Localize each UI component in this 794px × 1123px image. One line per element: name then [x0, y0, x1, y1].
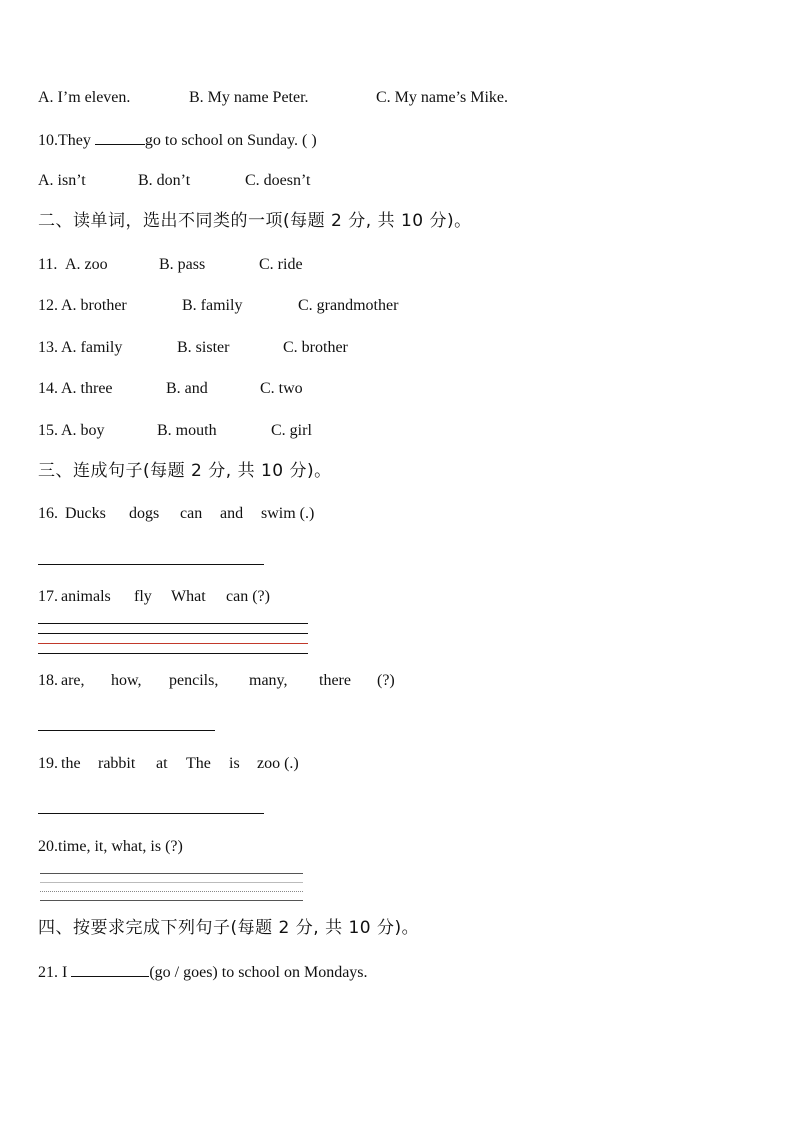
q16-word: swim (.)	[261, 505, 315, 522]
q17-rule	[38, 633, 308, 634]
q16-answer-line[interactable]	[38, 564, 264, 565]
q16-number: 16.	[38, 505, 58, 522]
q17-word: can (?)	[226, 588, 270, 605]
q11-option-a: A. zoo	[65, 256, 108, 273]
q12-number: 12.	[38, 297, 58, 314]
section4-title: 四、按要求完成下列句子(每题 2 分, 共 10 分)。	[38, 918, 420, 938]
q19-word: The	[186, 755, 211, 772]
q20-rule	[40, 900, 303, 901]
q16-word: and	[220, 505, 244, 522]
q10-question	[38, 130, 317, 151]
q15-option-c: C. girl	[271, 422, 312, 439]
q11-option-b: B. pass	[159, 256, 206, 273]
q15-number: 15.	[38, 422, 58, 439]
q17-word: What	[171, 588, 206, 605]
q17-rule	[38, 623, 308, 624]
q18-word: pencils,	[169, 672, 219, 689]
q11-number: 11.	[38, 256, 58, 273]
q15-option-b: B. mouth	[157, 422, 217, 439]
q18-answer-line[interactable]	[38, 730, 215, 731]
section2-title: 二、读单词，选出不同类的一项(每题 2 分, 共 10 分)。	[38, 211, 472, 231]
q12-option-a: A. brother	[61, 297, 127, 314]
q18-word: are,	[61, 672, 85, 689]
q16-word: Ducks	[65, 505, 106, 522]
q19-answer-line[interactable]	[38, 813, 264, 814]
q20-rule	[40, 873, 303, 874]
q17-word: fly	[134, 588, 152, 605]
q13-option-a: A. family	[61, 339, 123, 356]
q10-option-a: A. isn’t	[38, 172, 86, 189]
q17-rule-red	[38, 643, 308, 644]
q21-question	[38, 962, 368, 983]
q20-number: 20.	[38, 838, 58, 855]
q9-option-c: C. My name’s Mike.	[376, 89, 508, 106]
q21-blank[interactable]	[71, 962, 149, 977]
q18-word: there	[319, 672, 351, 689]
q10-option-c: C. doesn’t	[245, 172, 311, 189]
q18-word: how,	[111, 672, 142, 689]
q16-word: can	[180, 505, 203, 522]
q20-rule-dotted	[40, 891, 303, 892]
q21-pre: I	[62, 964, 72, 981]
q9-option-a: A. I’m eleven.	[38, 89, 131, 106]
q17-word: animals	[61, 588, 111, 605]
q18-word: (?)	[377, 672, 395, 689]
q20-words: time, it, what, is (?)	[58, 838, 183, 855]
q12-option-b: B. family	[182, 297, 243, 314]
q13-option-c: C. brother	[283, 339, 348, 356]
q14-option-b: B. and	[166, 380, 208, 397]
q17-rule	[38, 653, 308, 654]
q20-rule	[40, 882, 303, 883]
q14-option-a: A. three	[61, 380, 113, 397]
q16-word: dogs	[129, 505, 160, 522]
q18-number: 18.	[38, 672, 58, 689]
q10-number: 10.	[38, 132, 58, 149]
q21-number: 21.	[38, 964, 62, 981]
q12-option-c: C. grandmother	[298, 297, 399, 314]
q14-number: 14.	[38, 380, 58, 397]
q19-word: the	[61, 755, 81, 772]
q19-word: at	[156, 755, 168, 772]
q20-row	[38, 837, 183, 857]
q10-option-b: B. don’t	[138, 172, 191, 189]
q21-post: (go / goes) to school on Mondays.	[149, 964, 368, 981]
q9-option-b: B. My name Peter.	[189, 89, 309, 106]
q15-option-a: A. boy	[61, 422, 105, 439]
q11-option-c: C. ride	[259, 256, 303, 273]
q19-word: zoo (.)	[257, 755, 299, 772]
q14-option-c: C. two	[260, 380, 303, 397]
q10-post: go to school on Sunday. ( )	[144, 132, 317, 149]
q17-number: 17.	[38, 588, 58, 605]
q10-pre: They	[58, 132, 95, 149]
q18-word: many,	[249, 672, 288, 689]
q19-number: 19.	[38, 755, 58, 772]
q19-word: rabbit	[98, 755, 136, 772]
q10-blank[interactable]	[95, 130, 145, 145]
q19-word: is	[229, 755, 240, 772]
q13-option-b: B. sister	[177, 339, 230, 356]
section3-title: 三、连成句子(每题 2 分, 共 10 分)。	[38, 461, 332, 481]
q13-number: 13.	[38, 339, 58, 356]
